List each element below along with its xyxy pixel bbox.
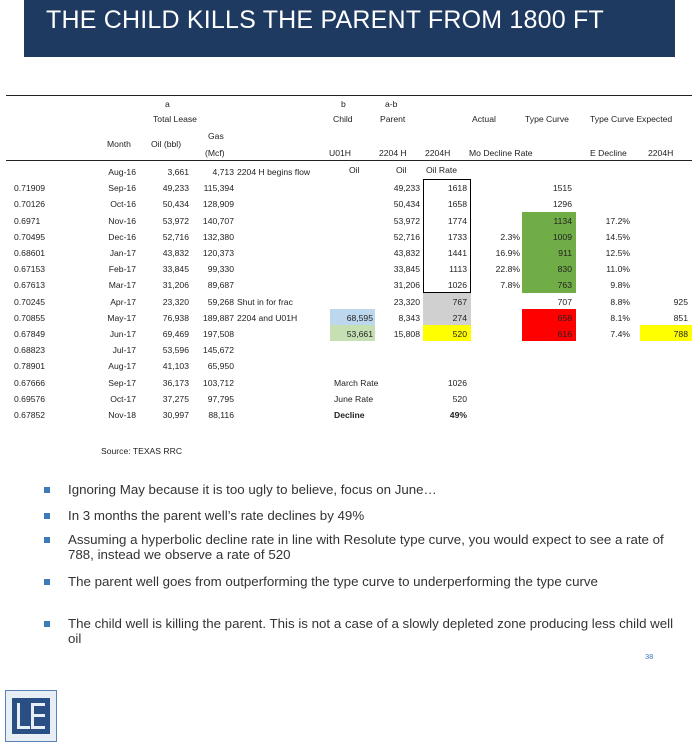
table-source: Source: TEXAS RRC	[101, 446, 183, 456]
month-cell: Oct-17	[110, 393, 136, 404]
parent-cell: 49,233	[393, 183, 420, 194]
gas-cell: 140,707	[202, 215, 234, 226]
month-cell: Feb-17	[108, 264, 136, 275]
bullet-text: Ignoring May because it is too ugly to believe, focus on June…	[68, 482, 437, 497]
type-curve-cell: 1134	[553, 215, 572, 226]
type-curve-cell: 911	[558, 248, 572, 258]
mo-decline-cell: 16.9%	[495, 248, 520, 258]
oil-rate-cell: 1113	[449, 264, 467, 275]
ratio-cell: 0.70495	[14, 231, 46, 242]
mo-decline-cell: 7.8%	[500, 280, 520, 291]
oil-cell: 53,972	[162, 215, 189, 226]
ratio-cell: 0.68601	[14, 248, 46, 258]
oil-rate-cell: 1441	[447, 248, 467, 258]
month-cell: Dec-16	[108, 231, 136, 242]
oil-rate-cell: 1658	[447, 199, 467, 210]
bullet-square-icon	[44, 537, 50, 543]
logo-stroke	[33, 714, 45, 717]
oil-rate-cell: 1774	[447, 215, 467, 226]
bullet-text: Assuming a hyperbolic decline rate in line with Resolute type curve, you would expect to see a rate of 788, instead we observe a rate of 520	[68, 532, 664, 562]
oil-rate-cell: 1026	[447, 377, 467, 388]
oil-rate-cell: 520	[452, 393, 467, 404]
ratio-cell: 0.67153	[14, 264, 46, 275]
parent-cell: 15,808	[393, 329, 420, 339]
ratio-cell: 0.67852	[14, 410, 46, 420]
gas-cell: 65,950	[207, 361, 234, 372]
oil-cell: 37,275	[162, 393, 189, 404]
ratio-cell: 0.71909	[14, 183, 46, 194]
month-cell: Jun-17	[109, 329, 136, 339]
header-b: b	[341, 99, 346, 109]
ratio-cell: 0.70126	[14, 199, 46, 210]
type-curve-cell: 763	[557, 280, 572, 291]
gas-cell: 189,887	[202, 312, 234, 323]
parent-cell: 53,972	[393, 215, 420, 226]
bullet-square-icon	[44, 621, 50, 627]
oil-cell: 33,845	[162, 264, 189, 275]
parent-cell: 31,206	[393, 280, 420, 291]
header-2204h-parent: 2204 H	[379, 148, 407, 158]
oil-rate-cell: 274	[452, 312, 467, 323]
ratio-cell: 0.69576	[14, 393, 46, 404]
type-curve-cell: 616	[557, 329, 572, 339]
month-cell: Jan-17	[109, 248, 136, 258]
expected-cell: 851	[673, 312, 688, 323]
header-mo-decline: Mo Decline Rate	[469, 148, 533, 158]
bullet-item	[44, 508, 678, 523]
gas-cell: 89,687	[207, 280, 234, 291]
summary-label: March Rate	[334, 377, 379, 388]
e-decline-cell: 14.5%	[605, 231, 630, 242]
gas-cell: 197,508	[202, 329, 234, 339]
subheader-oil-rate: Oil Rate	[426, 165, 458, 175]
month-cell: Aug-16	[108, 167, 136, 177]
ratio-cell: 0.68823	[14, 345, 46, 356]
oil-cell: 23,320	[162, 296, 189, 307]
logo-stroke	[33, 726, 45, 729]
parent-cell: 23,320	[393, 296, 420, 307]
note-cell: Shut in for frac	[237, 296, 293, 307]
gas-cell: 4,713	[212, 167, 234, 177]
e-decline-cell: 12.5%	[605, 248, 630, 258]
header-total-lease: Total Lease	[153, 114, 197, 124]
gas-cell: 128,909	[202, 199, 234, 210]
bullet-square-icon	[44, 579, 50, 585]
page-number: 38	[645, 652, 654, 661]
month-cell: Sep-16	[108, 183, 136, 194]
header-type-curve-expected: Type Curve Expected	[590, 114, 673, 124]
bullet-text: The parent well goes from outperforming the type curve to underperforming the type curve	[68, 574, 598, 589]
child-cell: 53,661	[346, 329, 373, 339]
gas-cell: 115,394	[203, 183, 234, 194]
month-cell: Sep-17	[108, 377, 136, 388]
header-month: Month	[107, 139, 131, 149]
type-curve-cell: 1009	[552, 231, 572, 242]
oil-cell: 52,716	[162, 231, 189, 242]
oil-rate-cell: 520	[452, 329, 467, 339]
logo-stroke	[33, 703, 45, 706]
oil-rate-box-top	[423, 179, 471, 180]
header-child: Child	[333, 114, 353, 124]
oil-cell: 50,434	[162, 199, 189, 210]
expected-cell: 925	[673, 296, 688, 307]
ratio-cell: 0.67849	[14, 329, 46, 339]
summary-label: June Rate	[334, 393, 374, 404]
gas-cell: 132,380	[202, 231, 234, 242]
e-decline-cell: 8.8%	[610, 296, 630, 307]
mo-decline-cell: 22.8%	[495, 264, 520, 275]
header-e-decline: E Decline	[590, 148, 627, 158]
month-cell: May-17	[107, 312, 136, 323]
bullet-item	[44, 532, 678, 562]
oil-cell: 36,173	[162, 377, 189, 388]
parent-cell: 50,434	[393, 199, 420, 210]
header-actual: Actual	[472, 114, 496, 124]
header-2204h-rate: 2204H	[425, 148, 451, 158]
header-parent: Parent	[380, 114, 406, 124]
oil-cell: 41,103	[162, 361, 189, 372]
month-cell: Apr-17	[110, 296, 136, 307]
ratio-cell: 0.78901	[14, 361, 46, 372]
oil-cell: 30,997	[162, 410, 189, 420]
table-top-line	[6, 95, 692, 96]
subheader-oil-parent: Oil	[396, 165, 407, 175]
oil-rate-cell: 1618	[447, 183, 467, 194]
bullet-text: In 3 months the parent well’s rate declines by 49%	[68, 508, 365, 523]
header-a: a	[165, 99, 170, 109]
gas-cell: 103,712	[202, 377, 234, 388]
oil-cell: 49,233	[162, 183, 189, 194]
month-cell: Aug-17	[108, 361, 136, 372]
parent-cell: 33,845	[393, 264, 420, 275]
ratio-cell: 0.70245	[14, 296, 46, 307]
ratio-cell: 0.67666	[14, 377, 46, 388]
header-bottom-line	[6, 160, 692, 161]
mo-decline-cell: 2.3%	[500, 231, 520, 242]
parent-cell: 52,716	[393, 231, 420, 242]
gas-cell: 97,795	[207, 393, 234, 404]
child-cell: 68,595	[346, 312, 373, 323]
month-cell: Mar-17	[108, 280, 136, 291]
bullet-text: The child well is killing the parent. This is not a case of a slowly depleted zone producing less child well oil	[68, 616, 674, 646]
header-2204h-expected: 2204H	[648, 148, 674, 158]
oil-cell: 31,206	[162, 280, 189, 291]
bullet-item	[44, 482, 678, 497]
note-cell: 2204 H begins flow	[237, 167, 311, 177]
parent-cell: 8,343	[398, 312, 420, 323]
month-cell: Nov-18	[108, 410, 136, 420]
e-decline-cell: 9.8%	[610, 280, 630, 291]
oil-cell: 53,596	[162, 345, 189, 356]
bullet-item	[44, 574, 678, 589]
header-gas: Gas	[208, 131, 224, 141]
logo-stroke	[31, 703, 34, 729]
logo-stroke	[17, 726, 30, 729]
ratio-cell: 0.67613	[14, 280, 46, 291]
oil-cell: 43,832	[162, 248, 189, 258]
parent-cell: 43,832	[393, 248, 420, 258]
summary-label: Decline	[334, 410, 365, 420]
page-title: THE CHILD KILLS THE PARENT FROM 1800 FT	[46, 6, 604, 34]
oil-cell: 76,938	[162, 312, 189, 323]
gas-cell: 88,116	[208, 410, 234, 420]
note-cell: 2204 and U01H	[237, 312, 298, 323]
type-curve-cell: 707	[557, 296, 572, 307]
logo-mark	[12, 698, 50, 734]
gas-cell: 120,373	[202, 248, 234, 258]
e-decline-cell: 11.0%	[606, 264, 630, 275]
ratio-cell: 0.70855	[14, 312, 46, 323]
type-curve-cell: 1296	[552, 199, 572, 210]
type-curve-cell: 1515	[552, 183, 572, 194]
subheader-oil-child: Oil	[349, 165, 360, 175]
type-curve-cell: 658	[557, 312, 572, 323]
oil-rate-cell: 767	[452, 296, 467, 307]
e-decline-cell: 8.1%	[610, 312, 630, 323]
header-ab: a-b	[385, 99, 398, 109]
e-decline-cell: 17.2%	[605, 215, 630, 226]
e-decline-cell: 7.4%	[610, 329, 630, 339]
month-cell: Jul-17	[112, 345, 136, 356]
month-cell: Oct-16	[110, 199, 136, 210]
ratio-cell: 0.6971	[14, 215, 41, 226]
oil-rate-cell: 1026	[447, 280, 467, 291]
bullet-item	[44, 616, 678, 646]
oil-cell: 69,469	[162, 329, 189, 339]
header-oil: Oil (bbl)	[151, 139, 182, 149]
bullet-square-icon	[44, 487, 50, 493]
oil-rate-cell: 49%	[449, 410, 467, 420]
gas-cell: 145,672	[202, 345, 234, 356]
header-mcf: (Mcf)	[205, 148, 225, 158]
company-logo-icon	[5, 690, 57, 742]
header-u01h: U01H	[329, 148, 351, 158]
gas-cell: 99,330	[207, 264, 234, 275]
header-type-curve: Type Curve	[525, 114, 569, 124]
month-cell: Nov-16	[108, 215, 136, 226]
expected-cell: 788	[673, 329, 688, 339]
oil-cell: 3,661	[167, 167, 189, 177]
type-curve-cell: 830	[557, 264, 572, 275]
bullet-square-icon	[44, 513, 50, 519]
oil-rate-cell: 1733	[447, 231, 467, 242]
gas-cell: 59,268	[207, 296, 234, 307]
